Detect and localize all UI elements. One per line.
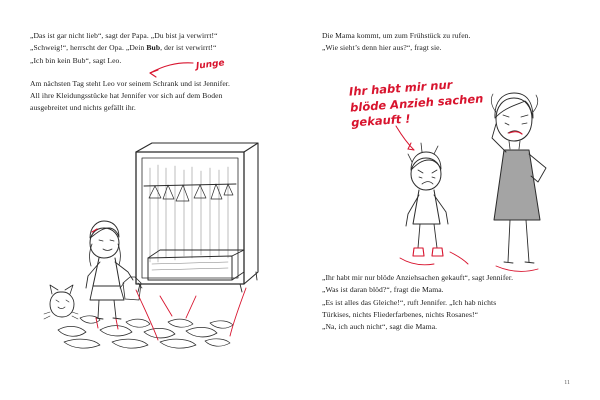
right-page <box>300 0 600 400</box>
left-p2-line-3: ausgebreitet und nichts gefällt ihr. <box>30 103 136 113</box>
handwritten-annotation-junge: Junge <box>195 58 226 72</box>
right-p2-line-2: „Was ist daran blöd?“, fragt die Mama. <box>322 285 444 295</box>
right-p1-line-1: Die Mama kommt, um zum Frühstück zu rufen. <box>322 31 471 40</box>
right-p2-line-3: „Es ist alles das Gleiche!“, ruft Jennifer. „Ich hab nichts <box>322 297 497 307</box>
left-page-paragraph-1 <box>30 30 278 67</box>
right-p2-line-1: „Ihr habt mir nur blöde Anziehsachen gekauft“, sagt Jennifer. <box>322 273 514 282</box>
left-p1-line-2 <box>30 42 278 54</box>
left-p2-line-1: Am nächsten Tag steht Leo vor seinem Schrank und ist Jennifer. <box>30 78 230 88</box>
handwritten-annotation-speech: Ihr habt mir nur blöde Anzieh sachen gekauft ! <box>348 77 484 130</box>
left-p1-line-2-pre: „Schweig!“, herrscht der Opa. „Dein <box>30 43 147 53</box>
right-p2-line-4: Türkises, nichts Fliederfarbenes, nichts Rosanes!“ <box>322 309 479 319</box>
paragraph-spacer <box>30 67 278 78</box>
left-p1-line-1: „Das ist gar nicht lieb“, sagt der Papa. „Du bist ja verwirrt!“ <box>30 31 218 40</box>
right-p2-line-5: „Na, ich auch nicht“, sagt die Mama. <box>322 322 438 332</box>
left-p1-line-3: „Ich bin kein Bub“, sagt Leo. <box>30 55 122 65</box>
right-page-paragraph-2 <box>322 272 570 333</box>
left-p1-line-2-post: , der ist verwirrt!“ <box>160 43 217 53</box>
illustration-child-and-mother <box>300 0 600 400</box>
right-p1-line-2: „Wie sieht’s denn hier aus?“, fragt sie. <box>322 43 442 53</box>
right-page-paragraph-1 <box>322 30 570 55</box>
left-page-paragraph-2 <box>30 78 278 115</box>
left-p2-line-2: All ihre Kleidungsstücke hat Jennifer vor sich auf dem Boden <box>30 91 223 101</box>
left-p1-line-2-bold: Bub <box>146 43 161 53</box>
folio-right: 11 <box>564 380 570 386</box>
